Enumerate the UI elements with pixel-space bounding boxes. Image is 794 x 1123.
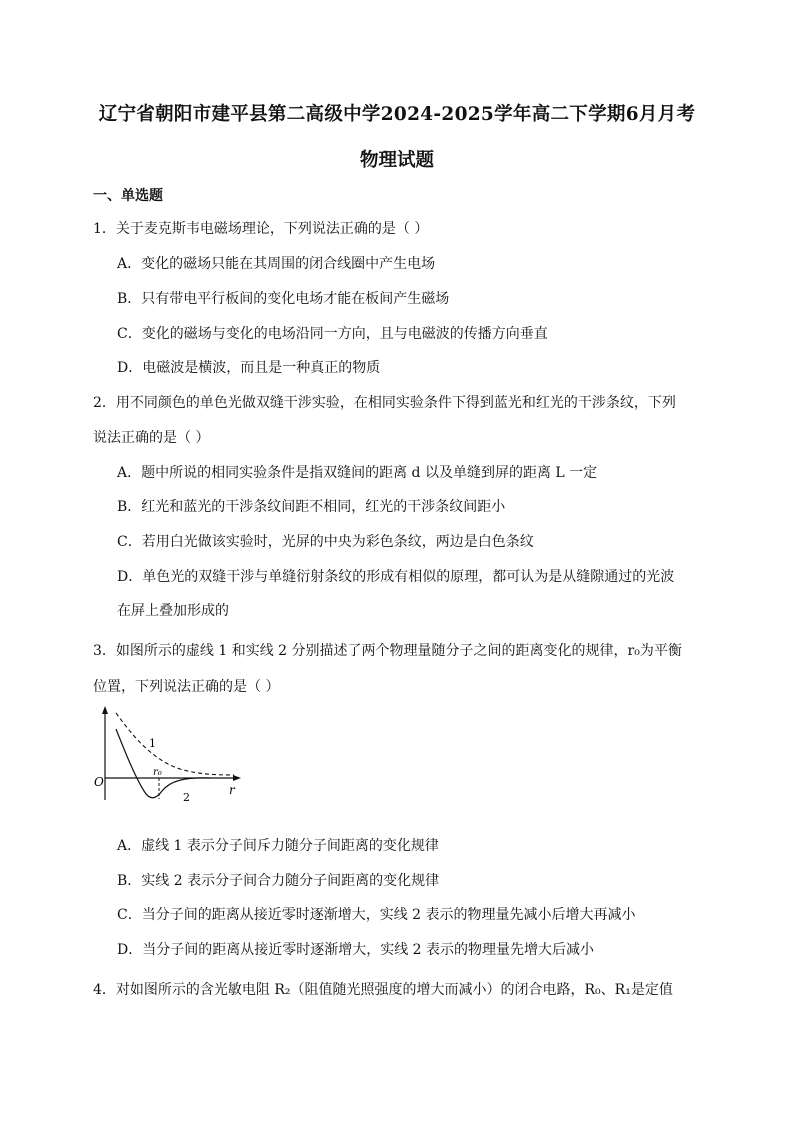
question-3-option-b: B．实线 2 表示分子间合力随分子间距离的变化规律 (117, 873, 440, 889)
curve-1-dashed (116, 713, 234, 775)
exam-subtitle: 物理试题 (359, 150, 434, 171)
question-2-option-d-line-2: 在屏上叠加形成的 (117, 603, 229, 619)
question-1-option-a: A．变化的磁场只能在其周围的闭合线圈中产生电场 (117, 256, 436, 272)
question-1-option-d: D．电磁波是横波，而且是一种真正的物质 (117, 360, 381, 376)
question-3-stem-line-1: 3．如图所示的虚线 1 和实线 2 分别描述了两个物理量随分子之间的距离变化的规律，r₀为平衡 (93, 643, 682, 659)
question-2-option-d-line-1: D．单色光的双缝干涉与单缝衍射条纹的形成有相似的原理，都可认为是从缝隙通过的光波 (117, 569, 675, 585)
y-axis-arrow (102, 706, 108, 714)
curve-2-solid (116, 729, 210, 798)
section-heading: 一、单选题 (93, 188, 163, 204)
question-2-option-a: A．题中所说的相同实验条件是指双缝间的距离 d 以及单缝到屏的距离 L 一定 (117, 465, 598, 481)
question-1-option-b: B．只有带电平行板间的变化电场才能在板间产生磁场 (117, 291, 450, 307)
question-2-option-c: C．若用白光做该实验时，光屏的中央为彩色条纹，两边是白色条纹 (117, 534, 534, 550)
exam-title: 辽宁省朝阳市建平县第二高级中学2024-2025学年高二下学期6月月考 (98, 104, 696, 125)
question-2-stem-line-1: 2．用不同颜色的单色光做双缝干涉实验，在相同实验条件下得到蓝光和红光的干涉条纹，下列 (93, 395, 676, 411)
question-2-stem-line-2: 说法正确的是（ ） (93, 430, 210, 446)
curve-2-label: 2 (183, 791, 190, 804)
curve-1-label: 1 (149, 737, 156, 750)
question-2-option-b: B．红光和蓝光的干涉条纹间距不相同，红光的干涉条纹间距小 (117, 499, 506, 515)
question-3-option-d: D．当分子间的距离从接近零时逐渐增大，实线 2 表示的物理量先增大后减小 (117, 942, 595, 958)
origin-label: O (94, 775, 104, 789)
r-axis-label: r (229, 783, 235, 797)
question-3-option-a: A．虚线 1 表示分子间斥力随分子间距离的变化规律 (117, 838, 439, 854)
question-3-option-c: C．当分子间的距离从接近零时逐渐增大，实线 2 表示的物理量先减小后增大再减小 (117, 907, 636, 923)
r0-label: r₀ (153, 767, 162, 778)
question-3-stem-line-2: 位置，下列说法正确的是（ ） (93, 679, 280, 695)
molecular-force-diagram (92, 705, 252, 805)
question-4-stem-line-1: 4．对如图所示的含光敏电阻 R₂（阻值随光照强度的增大而减小）的闭合电路，R₀、R₁是定值 (93, 982, 673, 998)
x-axis-arrow (233, 775, 241, 781)
question-1-stem: 1．关于麦克斯韦电磁场理论，下列说法正确的是（ ） (93, 221, 429, 237)
question-1-option-c: C．变化的磁场与变化的电场沿同一方向，且与电磁波的传播方向垂直 (117, 326, 548, 342)
